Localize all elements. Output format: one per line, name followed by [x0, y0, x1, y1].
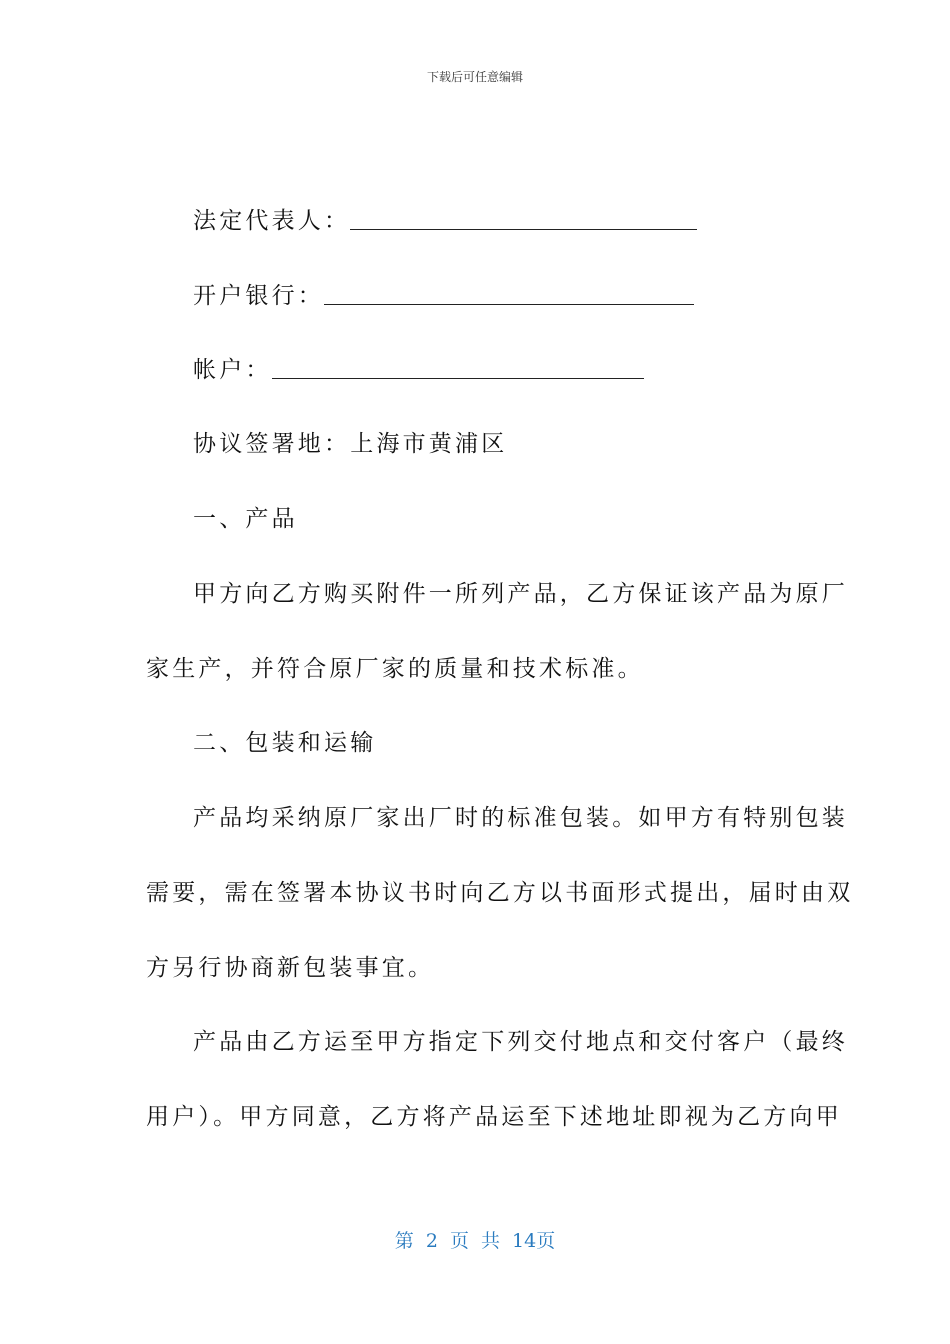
legal-rep-blank: [350, 207, 697, 230]
page-indicator: 第 2 页 共 14页: [394, 1230, 556, 1252]
section-2-paragraph-line: 产品均采纳原厂家出厂时的标准包装。如甲方有特别包装: [193, 805, 848, 831]
bank-label: 开户银行：: [193, 283, 324, 309]
section-2-heading: 二、包装和运输: [193, 730, 377, 756]
bank-field: [193, 281, 853, 311]
section-2-paragraph-line: 需要，需在签署本协议书时向乙方以书面形式提出，届时由双: [146, 880, 854, 906]
section-1-paragraph-line: 甲方向乙方购买附件一所列产品，乙方保证该产品为原厂: [193, 581, 848, 607]
sign-place: 协议签署地：上海市黄浦区: [193, 431, 508, 457]
section-1-heading: 一、产品: [193, 506, 298, 532]
legal-rep-field: [193, 206, 853, 236]
account-label: 帐户：: [193, 357, 272, 383]
legal-rep-label: 法定代表人：: [193, 208, 351, 234]
bank-blank: [324, 282, 694, 305]
section-2-paragraph-line: 产品由乙方运至甲方指定下列交付地点和交付客户（最终: [193, 1029, 848, 1055]
account-blank: [272, 356, 644, 379]
account-field: [193, 355, 853, 385]
header-note: 下载后可任意编辑: [426, 70, 523, 84]
section-1-paragraph-line: 家生产，并符合原厂家的质量和技术标准。: [146, 656, 644, 682]
section-2-paragraph-line: 方另行协商新包装事宜。: [146, 955, 435, 981]
section-2-paragraph-line: 用户）。甲方同意，乙方将产品运至下述地址即视为乙方向甲: [146, 1104, 842, 1130]
